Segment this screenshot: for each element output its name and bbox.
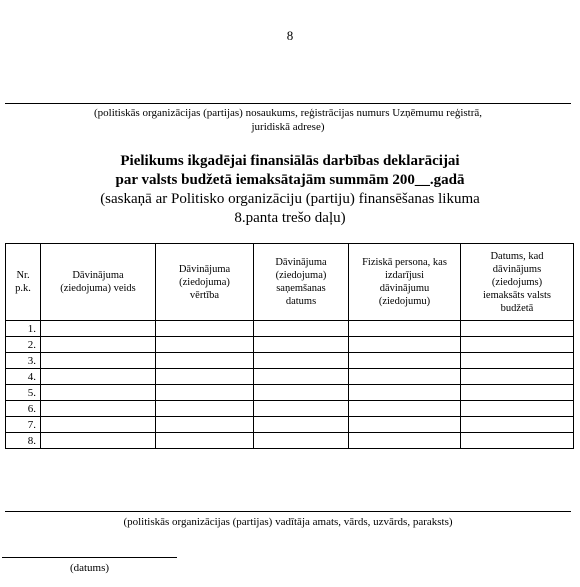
- cell-value[interactable]: [156, 321, 254, 337]
- cell-type[interactable]: [41, 433, 156, 449]
- col-header-number: Nr. p.k.: [6, 244, 41, 321]
- cell-budget-date[interactable]: [461, 369, 574, 385]
- table-header-row: [6, 244, 574, 321]
- cell-donor[interactable]: [349, 337, 461, 353]
- cell-budget-date[interactable]: [461, 401, 574, 417]
- cell-type[interactable]: [41, 321, 156, 337]
- cell-received-date[interactable]: [254, 369, 349, 385]
- cell-donor[interactable]: [349, 433, 461, 449]
- cell-received-date[interactable]: [254, 321, 349, 337]
- table-row: [6, 321, 574, 337]
- table-row: [6, 337, 574, 353]
- cell-received-date[interactable]: [254, 353, 349, 369]
- cell-value[interactable]: [156, 401, 254, 417]
- row-number: 5.: [6, 385, 41, 401]
- date-caption: (datums): [69, 562, 110, 574]
- cell-received-date[interactable]: [254, 401, 349, 417]
- table-row: [6, 417, 574, 433]
- signature-caption: (politiskās organizācijas (partijas) vadītāja amats, vārds, uzvārds, paraksts): [123, 516, 453, 528]
- cell-received-date[interactable]: [254, 385, 349, 401]
- cell-donor[interactable]: [349, 385, 461, 401]
- col-header-donor: Fiziskā persona, kas izdarījusi dāvinājumu (ziedojumu): [349, 244, 461, 321]
- col-header-value: Dāvinājuma (ziedojuma) vērtība: [156, 244, 254, 321]
- cell-type[interactable]: [41, 417, 156, 433]
- col-header-budget-date: Datums, kad dāvinājums (ziedojums) iemaksāts valsts budžetā: [461, 244, 574, 321]
- cell-value[interactable]: [156, 369, 254, 385]
- cell-donor[interactable]: [349, 401, 461, 417]
- document-title: [0, 152, 580, 228]
- org-caption-line-2: juridiskā adrese): [251, 121, 325, 133]
- cell-type[interactable]: [41, 385, 156, 401]
- row-number: 2.: [6, 337, 41, 353]
- row-number: 1.: [6, 321, 41, 337]
- cell-budget-date[interactable]: [461, 353, 574, 369]
- cell-type[interactable]: [41, 369, 156, 385]
- cell-budget-date[interactable]: [461, 337, 574, 353]
- col-header-received-date: Dāvinājuma (ziedojuma) saņemšanas datums: [254, 244, 349, 321]
- row-number: 3.: [6, 353, 41, 369]
- cell-donor[interactable]: [349, 353, 461, 369]
- cell-value[interactable]: [156, 433, 254, 449]
- donations-table: [5, 243, 574, 449]
- title-line-1: Pielikums ikgadējai finansiālās darbības deklarācijai: [120, 153, 460, 169]
- col-header-type: Dāvinājuma (ziedojuma) veids: [41, 244, 156, 321]
- cell-received-date[interactable]: [254, 417, 349, 433]
- cell-budget-date[interactable]: [461, 433, 574, 449]
- row-number: 8.: [6, 433, 41, 449]
- cell-type[interactable]: [41, 337, 156, 353]
- cell-type[interactable]: [41, 353, 156, 369]
- cell-received-date[interactable]: [254, 337, 349, 353]
- org-name-line: [5, 103, 571, 104]
- cell-budget-date[interactable]: [461, 321, 574, 337]
- cell-value[interactable]: [156, 353, 254, 369]
- date-line: [2, 557, 177, 558]
- cell-donor[interactable]: [349, 417, 461, 433]
- title-line-2: par valsts budžetā iemaksātajām summām 200__.gadā: [115, 172, 465, 188]
- table-row: [6, 401, 574, 417]
- org-caption-line-1: (politiskās organizācijas (partijas) nosaukums, reģistrācijas numurs Uzņēmumu reģistrā,: [93, 107, 483, 119]
- subtitle-line-2: 8.panta trešo daļu): [234, 210, 346, 226]
- row-number: 6.: [6, 401, 41, 417]
- row-number: 4.: [6, 369, 41, 385]
- cell-received-date[interactable]: [254, 433, 349, 449]
- cell-budget-date[interactable]: [461, 385, 574, 401]
- cell-value[interactable]: [156, 417, 254, 433]
- cell-budget-date[interactable]: [461, 417, 574, 433]
- subtitle-line-1: (saskaņā ar Politisko organizāciju (partiju) finansēšanas likuma: [100, 191, 480, 207]
- table-row: [6, 369, 574, 385]
- page-number: 8: [286, 28, 294, 43]
- cell-value[interactable]: [156, 385, 254, 401]
- table-body: [6, 321, 574, 449]
- table-row: [6, 353, 574, 369]
- cell-value[interactable]: [156, 337, 254, 353]
- org-name-caption: [5, 106, 571, 134]
- table-row: [6, 385, 574, 401]
- cell-type[interactable]: [41, 401, 156, 417]
- cell-donor[interactable]: [349, 369, 461, 385]
- row-number: 7.: [6, 417, 41, 433]
- signature-line: [5, 511, 571, 512]
- table-row: [6, 433, 574, 449]
- cell-donor[interactable]: [349, 321, 461, 337]
